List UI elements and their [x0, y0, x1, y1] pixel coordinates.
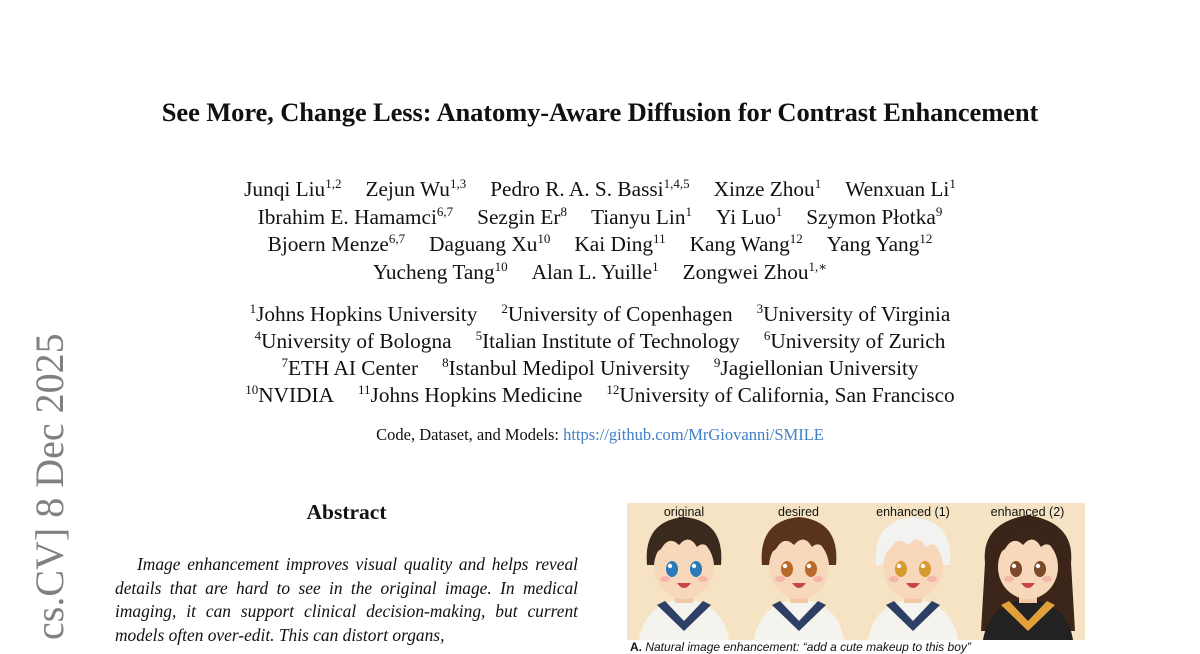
affiliation-number: 8 [442, 355, 449, 370]
author-line [0, 204, 1200, 232]
author-affiliation-marker: 6,7 [436, 203, 454, 219]
author-affiliation-marker: 6,7 [388, 231, 406, 246]
affiliation-name: Johns Hopkins University [256, 302, 478, 326]
author-affiliation-marker: 1,∗ [808, 258, 828, 274]
abstract-heading: Abstract [306, 500, 387, 524]
affiliation-number: 10 [245, 382, 259, 397]
figure-panel [856, 503, 970, 640]
affiliation [501, 301, 732, 328]
author-name-text: Yang Yang [826, 232, 920, 256]
author-affiliation-marker: 1 [814, 176, 822, 191]
paper-title: See More, Change Less: Anatomy-Aware Diffusion for Contrast Enhancement [161, 97, 1039, 127]
code-label: Code, Dataset, and Models: [376, 425, 559, 444]
affiliation [250, 301, 478, 328]
author-name [714, 176, 822, 204]
affiliation [255, 328, 452, 355]
author-name-text: Junqi Liu [244, 177, 326, 201]
author-name-text: Kai Ding [574, 232, 654, 256]
affiliation-line [0, 382, 1200, 409]
author-name [716, 204, 782, 232]
author-name [429, 231, 550, 259]
author-name-text: Yucheng Tang [372, 259, 495, 284]
figure-panel [627, 503, 741, 640]
affiliation-line [0, 355, 1200, 382]
caption-text: Natural image enhancement: “add a cute makeup to this boy” [645, 640, 971, 654]
affiliation [358, 382, 582, 409]
affiliation [442, 355, 690, 382]
arxiv-identifier: cs.CV] 8 Dec 2025 [27, 333, 72, 640]
panel-label: desired [778, 505, 819, 519]
affiliation [476, 328, 740, 355]
affiliation-number: 7 [281, 355, 288, 370]
author-name-text: Tianyu Lin [591, 204, 686, 229]
author-name-text: Pedro R. A. S. Bassi [490, 177, 664, 201]
author-name-text: Wenxuan Li [845, 177, 950, 201]
affiliation-name: University of California, San Francisco [619, 383, 955, 407]
author-name [244, 176, 341, 204]
affiliation-number: 9 [713, 355, 721, 370]
author-affiliation-marker: 1 [685, 203, 692, 219]
author-name [690, 231, 803, 259]
author-affiliation-marker: 12 [919, 231, 933, 246]
affiliation [606, 382, 954, 409]
character-illustration [627, 503, 741, 640]
author-name-text: Zongwei Zhou [682, 259, 809, 284]
affiliation-name: Istanbul Medipol University [448, 356, 690, 380]
abstract-text: Image enhancement improves visual quality and helps reveal details that are hard to see in the original image. In medical imaging, it can support clinical decision-making, but current models often over-edit. This can distort organs, [115, 554, 578, 645]
author-name-text: Zejun Wu [365, 177, 450, 201]
affiliation-name: University of Zurich [770, 329, 946, 353]
author-name [827, 231, 933, 259]
author-name [373, 259, 508, 287]
author-name-text: Kang Wang [689, 232, 790, 256]
panel-label: enhanced (1) [876, 505, 950, 519]
affiliation-number: 6 [763, 328, 771, 343]
affiliation-name: University of Copenhagen [507, 302, 733, 326]
author-line [0, 231, 1200, 259]
affiliation-number: 12 [606, 382, 620, 397]
affiliation-number: 3 [756, 301, 764, 316]
author-name-text: Xinze Zhou [713, 177, 815, 201]
affiliation [245, 382, 334, 409]
author-name [532, 259, 659, 287]
author-affiliation-marker: 1 [652, 258, 659, 274]
author-line [0, 259, 1200, 287]
author-name [591, 204, 692, 232]
author-line [0, 176, 1200, 204]
teaser-figure [627, 503, 1085, 640]
author-name-text: Ibrahim E. Hamamci [257, 204, 437, 229]
panel-label: enhanced (2) [990, 505, 1065, 519]
author-name [365, 176, 466, 204]
author-affiliation-marker: 8 [560, 203, 567, 219]
figure-panel [971, 503, 1085, 640]
affiliation-name: Italian Institute of Technology [482, 329, 740, 353]
author-affiliation-marker: 12 [789, 231, 803, 246]
affiliation-number: 11 [358, 382, 371, 397]
author-name [268, 231, 405, 259]
author-affiliation-marker: 9 [935, 203, 943, 219]
figure-panel [742, 503, 856, 640]
author-affiliation-marker: 10 [537, 231, 551, 246]
affiliation-number: 1 [249, 301, 257, 316]
character-illustration [856, 503, 970, 640]
affiliation-line [0, 301, 1200, 328]
author-name-text: Daguang Xu [429, 232, 538, 256]
panel-label: original [663, 505, 705, 519]
author-affiliation-marker: 1,2 [325, 176, 342, 191]
author-affiliation-marker: 1 [775, 203, 783, 219]
affiliation-name: Jagiellonian University [720, 356, 919, 380]
affiliation-name: ETH AI Center [287, 356, 419, 380]
code-availability [0, 425, 1200, 445]
author-affiliation-marker: 1 [949, 176, 956, 191]
author-name [574, 231, 665, 259]
author-name [806, 204, 942, 232]
affiliation-number: 2 [501, 301, 508, 316]
author-name [683, 259, 828, 287]
author-list [0, 176, 1200, 286]
affiliation-number: 4 [254, 328, 262, 343]
author-affiliation-marker: 1,3 [449, 176, 467, 191]
author-affiliation-marker: 10 [494, 258, 508, 274]
affiliation [281, 355, 418, 382]
author-name-text: Sezgin Er [477, 204, 561, 229]
author-affiliation-marker: 1,4,5 [663, 176, 690, 191]
code-link[interactable]: https://github.com/MrGiovanni/SMILE [563, 425, 824, 444]
affiliation [714, 355, 919, 382]
author-name [845, 176, 956, 204]
author-name-text: Bjoern Menze [267, 232, 389, 256]
character-illustration [971, 503, 1085, 640]
caption-marker: A. [630, 640, 642, 654]
author-name-text: Alan L. Yuille [531, 259, 653, 284]
affiliation-name: Johns Hopkins Medicine [370, 383, 583, 407]
affiliation-name: University of Bologna [261, 329, 452, 353]
figure-caption [630, 640, 1090, 654]
affiliation-name: NVIDIA [258, 383, 335, 407]
author-name-text: Szymon Płotka [806, 204, 936, 229]
affiliation-line [0, 328, 1200, 355]
author-affiliation-marker: 11 [653, 231, 666, 246]
affiliation [764, 328, 946, 355]
character-illustration [742, 503, 856, 640]
author-name [490, 176, 689, 204]
author-name [258, 204, 453, 232]
affiliation-number: 5 [475, 328, 483, 343]
author-name-text: Yi Luo [715, 204, 776, 229]
affiliation [757, 301, 951, 328]
affiliation-list [0, 301, 1200, 409]
author-name [477, 204, 567, 232]
affiliation-name: University of Virginia [763, 302, 951, 326]
